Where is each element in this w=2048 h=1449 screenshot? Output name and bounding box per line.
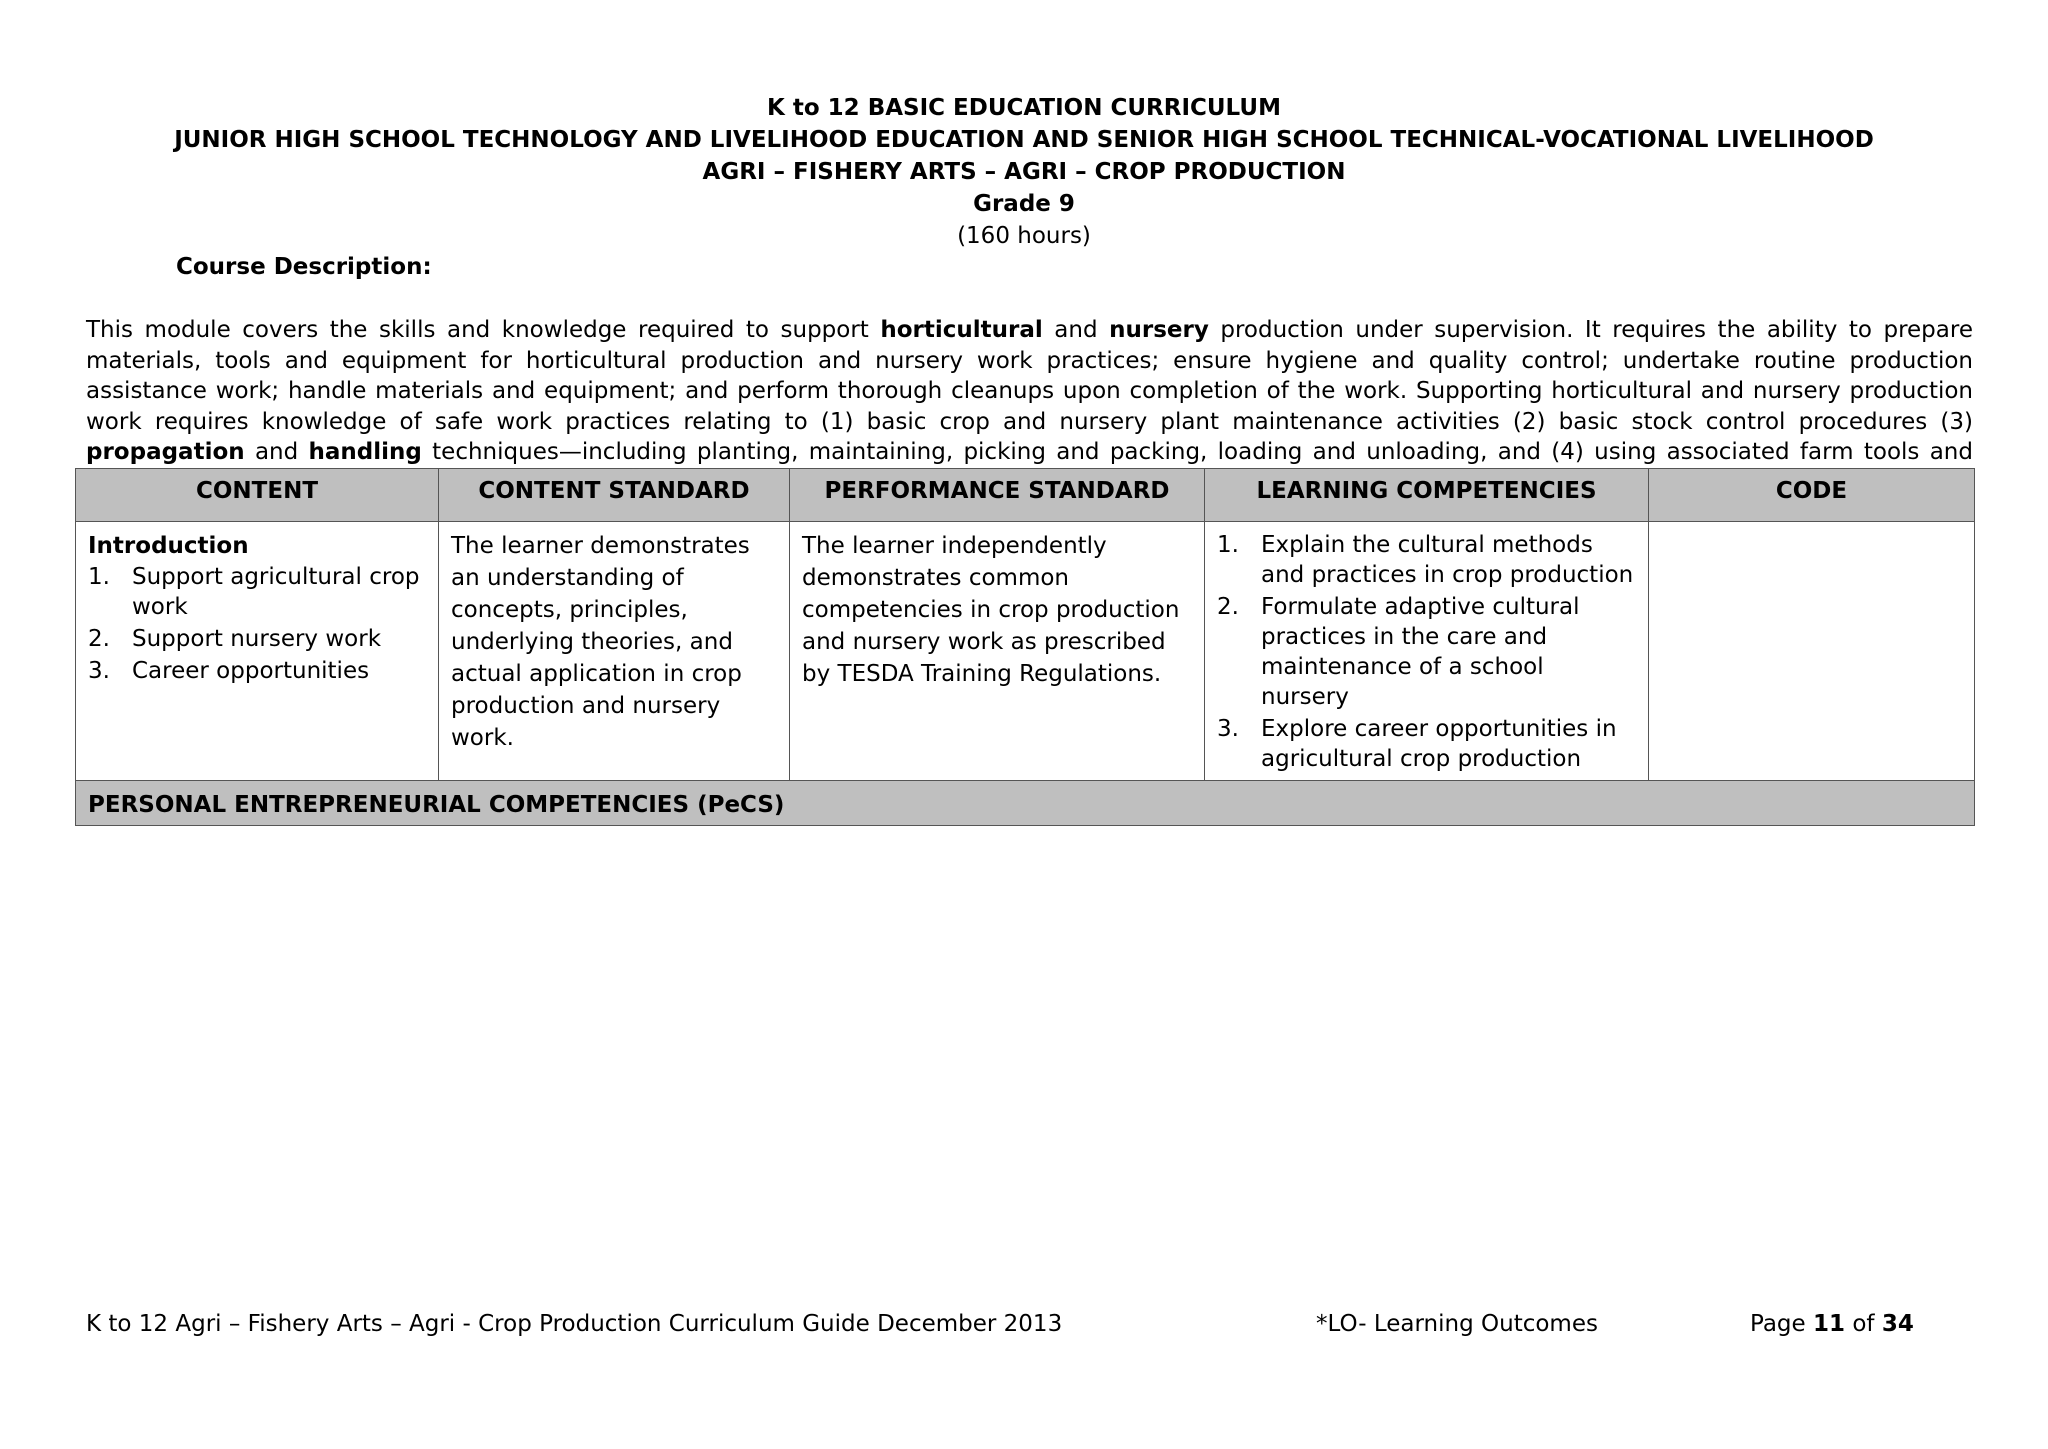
list-item (88, 562, 426, 622)
list-text: Support nursery work (132, 626, 382, 652)
footer-page-number (1750, 1308, 1914, 1340)
header-hours: (160 hours) (957, 223, 1091, 249)
page-label: Page (1750, 1311, 1813, 1337)
content-title: Introduction (88, 533, 249, 559)
competencies-list (1217, 530, 1636, 774)
course-description-label: Course Description: (176, 254, 432, 280)
cell-content-standard: The learner demonstrates an understanding of concepts, principles, underlying theories, and actual application in crop production and nursery work. (439, 522, 790, 781)
list-text: Explain the cultural methods and practices in crop production (1261, 532, 1634, 588)
desc-bold-handling: handling (308, 439, 422, 465)
desc-part-1: This module covers the skills and knowledge required to support (86, 317, 881, 343)
desc-bold-propagation: propagation (86, 439, 245, 465)
desc-part-3: production under supervision. It requires the ability to prepare materials, tools and equipment for horticultural production and nursery work practices; ensure hygiene and quality control; undertake routine production assistance work; handle materials and equipment; and perform thorough cleanups upon completion of the work. Supporting horticultural and nursery production work requires knowledge of safe work practices relating to (1) basic crop and nursery plant maintenance activities (2) basic stock control procedures (3) (86, 317, 1973, 435)
list-number: 3. (88, 658, 110, 684)
table-row (76, 522, 1975, 781)
list-item (88, 624, 426, 654)
list-item (1217, 592, 1636, 712)
header-code: CODE (1649, 469, 1975, 522)
section-row-label: PERSONAL ENTREPRENEURIAL COMPETENCIES (PeCS) (76, 781, 1975, 826)
cell-learning-competencies (1205, 522, 1649, 781)
curriculum-table (75, 468, 1975, 826)
cell-content (76, 522, 439, 781)
list-text: Career opportunities (132, 658, 370, 684)
list-item (88, 656, 426, 686)
list-text: Explore career opportunities in agricultural crop production (1261, 716, 1617, 772)
section-row (76, 781, 1975, 826)
list-number: 2. (1217, 594, 1239, 620)
page-of-label: of (1845, 1311, 1882, 1337)
header-performance-standard: PERFORMANCE STANDARD (790, 469, 1205, 522)
list-number: 1. (88, 564, 110, 590)
header-content-standard: CONTENT STANDARD (439, 469, 790, 522)
content-list (88, 562, 426, 686)
list-text: Formulate adaptive cultural practices in the care and maintenance of a school nursery (1261, 594, 1580, 710)
footer-guide-title: K to 12 Agri – Fishery Arts – Agri - Crop Production Curriculum Guide December 2013 (86, 1311, 1063, 1337)
header-subject-title: AGRI – FISHERY ARTS – AGRI – CROP PRODUCTION (702, 159, 1346, 185)
page-total: 34 (1881, 1311, 1914, 1337)
document-header (0, 92, 2048, 252)
list-item (1217, 530, 1636, 590)
list-number: 1. (1217, 532, 1239, 558)
list-text: Support agricultural crop work (132, 564, 420, 620)
header-program-title: JUNIOR HIGH SCHOOL TECHNOLOGY AND LIVELIHOOD EDUCATION AND SENIOR HIGH SCHOOL TECHNICAL-VOCATIONAL LIVELIHOOD (174, 127, 1874, 153)
header-learning-competencies: LEARNING COMPETENCIES (1205, 469, 1649, 522)
list-item (1217, 714, 1636, 774)
footer-legend: *LO- Learning Outcomes (1316, 1311, 1598, 1337)
table-header-row (76, 469, 1975, 522)
header-content: CONTENT (76, 469, 439, 522)
cell-code (1649, 522, 1975, 781)
header-curriculum-title: K to 12 BASIC EDUCATION CURRICULUM (767, 95, 1281, 121)
list-number: 2. (88, 626, 110, 652)
cell-performance-standard: The learner independently demonstrates common competencies in crop production and nursery work as prescribed by TESDA Training Regulations. (790, 522, 1205, 781)
page-current: 11 (1813, 1311, 1846, 1337)
desc-bold-nursery: nursery (1109, 317, 1209, 343)
header-grade: Grade 9 (973, 191, 1075, 217)
desc-part-2: and (1042, 317, 1110, 343)
desc-bold-horticultural: horticultural (880, 317, 1043, 343)
desc-part-5: techniques—including planting, maintaining, picking and packing, loading and unloading, and (4) using associated farm tools and (432, 439, 1973, 465)
list-number: 3. (1217, 716, 1239, 742)
desc-part-4: and (244, 439, 309, 465)
